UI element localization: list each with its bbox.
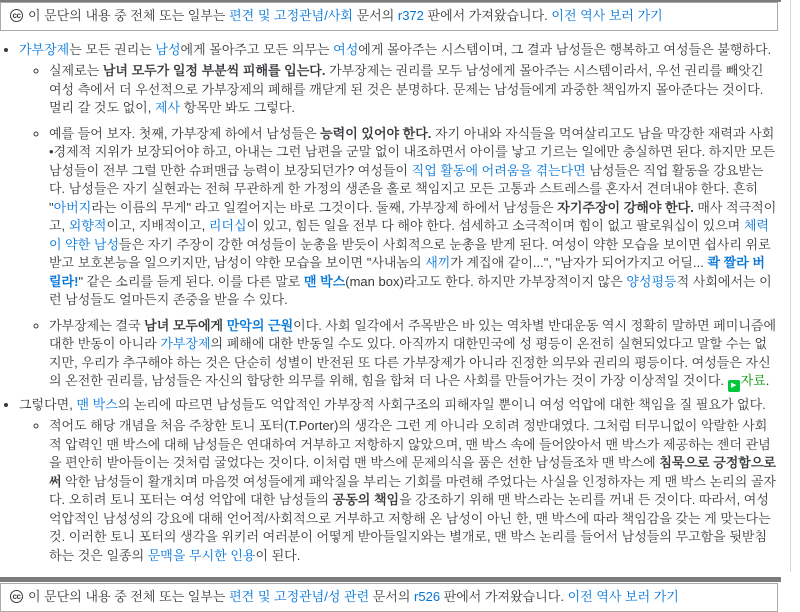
text-run: (man box)라고도 한다. 하지만 가부장적이지 않은 xyxy=(345,273,627,289)
wiki-link[interactable]: 맨 박스 xyxy=(303,273,346,289)
notice-text xyxy=(28,7,768,26)
wiki-link[interactable]: 리더십 xyxy=(208,218,247,233)
wiki-link[interactable]: 문맥을 무시한 인용 xyxy=(147,547,256,563)
wiki-link[interactable]: 맨 박스 xyxy=(76,396,118,412)
text-run: 항목만 봐도 그렇다. xyxy=(180,100,296,115)
bullet-list xyxy=(0,41,781,566)
wiki-link[interactable]: 만악의 근원 xyxy=(226,317,294,333)
text-run: 남성들은 직업 활동을 강요받는다. 남성들은 자기 실현과는 전혀 무관하게 한 가정의 생존을 홀로 책임지고 모든 고통과 스트레스를 혼자서 견뎌내야 한다. 흔히 " xyxy=(49,162,764,215)
paragraph xyxy=(19,41,779,60)
external-link[interactable]: ▶ 자료 xyxy=(728,373,766,388)
text-run: 을 강조하기 위해 맨 박스라는 논리를 꺼내 든 것이다. 따라서, 여성 억압적인 남성성의 강요에 대해 언어적/사회적으로 거부하고 저항해 온 남성이 아닌 한, 맨 박스에 따라 책임감을 갖는 게 맞는다는 것. 이러한 토니 포터의 생각을 위키러 여러분이 어떻게 받아들일지와는 별개로, 맨 박스 논리를 들어서 남성들의 무고함을 뒷받침하는 것은 일종의 xyxy=(49,492,771,563)
text-run: 남녀 모두가 일정 부분씩 피해를 입는다. xyxy=(102,63,326,78)
text-run: 이 있고, 힘든 일을 전부 다 해야 한다. 섬세하고 소극적이며 힘이 없고 팔로워십이 있으며 xyxy=(246,218,744,233)
text-run: 에게 몰아주고 모든 의무는 xyxy=(180,41,334,57)
text-run: 에게 몰아주는 시스템이며, 그 결과 남성들은 행복하고 여성들은 불행하다. xyxy=(358,41,772,57)
text-run: 의 논리에 따르면 남성들도 억압적인 가부장적 사회구조의 피해자일 뿐이니 여성 억압에 대한 책임을 질 필요가 없다. xyxy=(117,396,766,412)
text-run: 매사 적극적이고, xyxy=(49,199,777,233)
sub-bullet-list xyxy=(19,62,779,392)
text-run: 자기주장이 강해야 한다. xyxy=(557,199,694,215)
text-run: 이 문단의 내용 중 전체 또는 일부는 xyxy=(28,8,230,23)
paragraph xyxy=(19,396,779,415)
text-run: 판에서 가져왔습니다. xyxy=(423,8,552,23)
wiki-link[interactable]: 새끼 xyxy=(425,255,451,270)
text-run: 이고, 지배적이고, xyxy=(106,218,209,233)
source-notice-top xyxy=(0,2,778,31)
wiki-link[interactable]: 편견 및 고정관념/성 관련 xyxy=(229,589,370,604)
text-run: 는 모든 권리는 xyxy=(69,41,156,57)
text-run: 악한 남성들이 활개치며 마음껏 여성들에게 패악질을 부리는 기회를 마련해 주었다는 사실을 인정하자는 게 맨 박스 논리의 골자다. 오히려 토니 포터는 여성 억압에 대한 남성들의 xyxy=(49,473,776,507)
wiki-link[interactable]: r372 xyxy=(397,8,424,23)
text-run: " 같은 소리를 듣게 된다. 이를 다른 말로 xyxy=(78,273,304,289)
text-run: 판에서 가져왔습니다. xyxy=(440,589,568,604)
text-run: 가부장제는 결국 xyxy=(49,317,145,333)
text-run: 능력이 있어야 한다. xyxy=(320,125,432,141)
wiki-link[interactable]: 이전 역사 보러 가기 xyxy=(551,8,663,23)
list-item xyxy=(49,125,779,310)
list-item xyxy=(49,62,779,118)
text-run: 그렇다면, xyxy=(19,396,77,412)
wiki-link[interactable]: 제사 xyxy=(154,100,181,115)
text-run: 이다. 사회 일각에서 주목받은 바 있는 역차별 반대운동 역시 정확히 말하면 페미니즘에 대한 반동이 아니라 xyxy=(49,317,776,351)
list-item xyxy=(19,396,781,566)
list-item xyxy=(49,317,779,392)
wiki-link[interactable]: 체력이 약한 남성 xyxy=(49,218,769,252)
text-run: 의 폐해에 대한 반동일 수도 있다. 아직까지 대한민국에 성 평등이 온전히 실현되었다고 말할 수는 없지만, 우리가 추구해야 하는 것은 단순히 성별이 반전된 또 다른 가부장제가 아니라 진정한 의무와 권리의 평등이다. 여성들은 자신의 온전한 권리를, 남성들은 자신의 합당한 의무를 위해, 힘을 합쳐 더 나은 사회를 만들어가는 것이 가장 이상적일 것이다. xyxy=(49,336,771,388)
section-divider-bottom xyxy=(0,577,781,582)
text-run: 라는 이름의 무게" 라고 일컬어지는 바로 그것이다. 둘째, 가부장제 하에서 남성들은 xyxy=(91,199,558,215)
wiki-link[interactable]: 이전 역사 보러 가기 xyxy=(567,589,679,604)
wiki-link[interactable]: 직업 활동에 어려움을 겪는다면 xyxy=(411,162,586,178)
text-run: 예를 들어 보자. 첫째, 가부장제 하에서 남성들은 xyxy=(49,125,321,141)
wiki-link[interactable]: 가부장제 xyxy=(19,41,70,57)
text-run: 자기 아내와 자식들을 먹여살리고도 남을 막강한 재력과 사회•경제적 지위가 보장되어야 하고, 아내는 그런 남편을 군말 없이 내조하면서 아이를 낳고 기르는 일에만 충실하면 된다. 하지만 모든 남성들이 전부 그럴 만한 슈퍼맨급 능력이 보장되던가? 여성들이 xyxy=(49,125,776,178)
text-run: 가부장제는 권리를 모두 남성에게 몰아주는 시스템이라서, 우선 권리를 빼앗긴 여성 측에서 더 우선적으로 가부장제의 폐해를 깨닫게 된 것은 분명하다. 문제는 남성들에게 과중한 책임까지 몰아준다는 것이다. 멀리 갈 것도 없이, xyxy=(49,63,764,115)
wiki-link[interactable]: 아버지 xyxy=(53,199,92,215)
text-run: 남녀 모두에게 xyxy=(144,317,227,333)
cc-license-icon: cc xyxy=(10,9,23,22)
text-run: 적 사회에서는 이런 남성들도 얼마든지 존중을 받을 수 있다. xyxy=(49,273,772,307)
text-run: 공동의 책임 xyxy=(332,492,400,507)
wiki-link[interactable]: 남성 xyxy=(155,41,181,57)
text-run: 이 된다. xyxy=(255,547,301,563)
text-run: . xyxy=(765,373,770,388)
list-item xyxy=(49,417,779,565)
notice-text xyxy=(28,588,768,607)
wiki-link[interactable]: 양성평등 xyxy=(626,273,677,289)
text-run: 문서의 xyxy=(352,8,398,23)
text-run: 가 계집애 같이...", "남자가 되어가지고 어딜... xyxy=(450,255,708,270)
text-run: 문서의 xyxy=(369,589,415,604)
text-run: 실제로는 xyxy=(49,63,103,78)
cc-license-icon: cc xyxy=(10,590,23,603)
text-run: 적어도 해당 개념을 처음 주창한 토니 포터(T.Porter)의 생각은 그런 게 아니라 오히려 정반대였다. 그처럼 터무니없이 악랄한 사회적 압력인 맨 박스에 대해 남성들은 연대하여 거부하고 저항하지 않았으며, 맨 박스 속에 들어앉아서 맨 박스가 제공하는 젠더 관념을 편안히 받아들이는 것처럼 굴었다는 것이다. 이처럼 맨 박스에 문제의식을 품은 선한 남성들조차 맨 박스에 xyxy=(49,418,771,470)
sub-bullet-list xyxy=(19,417,779,565)
wiki-link[interactable]: 가부장제 xyxy=(160,336,211,351)
text-run: 이 문단의 내용 중 전체 또는 일부는 xyxy=(28,589,230,604)
wiki-link[interactable]: 편견 및 고정관념/사회 xyxy=(229,8,353,23)
wiki-link[interactable]: 콱 짤라 버릴라! xyxy=(49,255,765,289)
text-run: 침묵으로 긍정함으로써 xyxy=(49,455,776,489)
list-item xyxy=(19,41,781,392)
content-edge-line xyxy=(790,0,791,572)
external-site-icon: ▶ xyxy=(728,380,740,392)
wiki-link[interactable]: 외향적 xyxy=(68,218,107,233)
wiki-link[interactable]: 여성 xyxy=(333,41,359,57)
text-run: 들은 자기 주장이 강한 여성들이 눈총을 받듯이 사회적으로 눈총을 받게 된다. 여성이 약한 모습을 보이면 쉽사리 위로받고 보호본능을 일으키지만, 남성이 약한 모습을 보이면 "사내놈의 xyxy=(49,236,771,270)
wiki-link[interactable]: r526 xyxy=(414,589,441,604)
source-notice-bottom xyxy=(0,583,778,612)
